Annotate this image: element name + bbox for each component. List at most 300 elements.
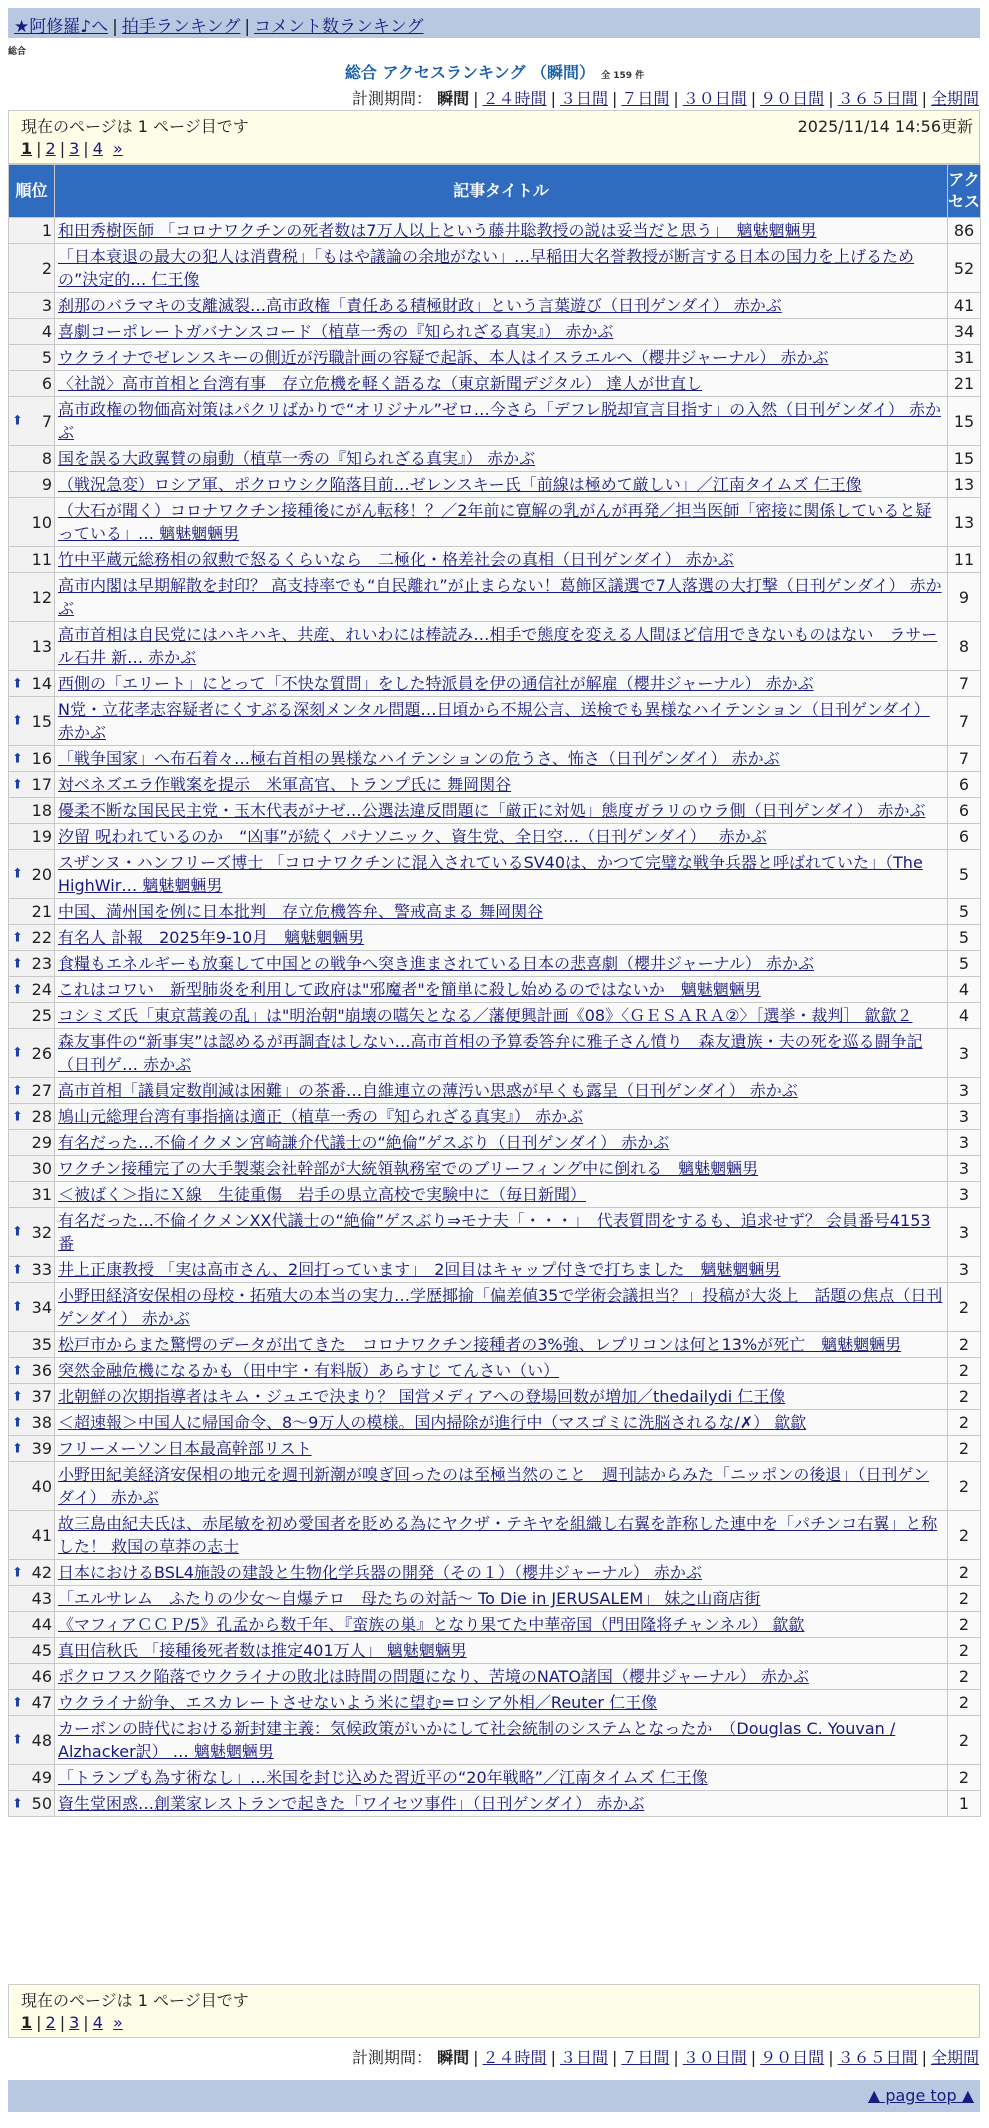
access-count: 3 xyxy=(948,1208,981,1257)
article-title-link[interactable]: 「トランプも為す術なし」…米国を封じ込めた習近平の“20年戦略”／江南タイムズ 仁王像 xyxy=(58,1768,708,1787)
rank-cell xyxy=(9,1436,55,1462)
period-link-90d[interactable]: ９０日間 xyxy=(760,2048,825,2067)
article-title-link[interactable]: ウクライナ紛争、エスカレートさせないよう米に望む=ロシア外相／Reuter 仁王像 xyxy=(58,1693,658,1712)
article-title-link[interactable]: フリーメーソン日本最高幹部リスト xyxy=(58,1439,312,1458)
rank-up-arrow-icon: ⬆ xyxy=(12,1299,23,1315)
rank-up-arrow-icon: ⬆ xyxy=(12,413,23,429)
period-current: 瞬間 xyxy=(437,2048,470,2067)
title-cell xyxy=(55,1560,948,1586)
title-cell xyxy=(55,798,948,824)
rank-cell xyxy=(9,371,55,397)
rank-cell xyxy=(9,1511,55,1560)
access-count: 2 xyxy=(948,1638,981,1664)
access-count: 31 xyxy=(948,345,981,371)
article-title-link[interactable]: これはコワい 新型肺炎を利用して政府は"邪魔者"を簡単に殺し始めるのではないか 魑魅魍魎男 xyxy=(58,980,761,999)
table-row xyxy=(9,1511,981,1560)
table-row xyxy=(9,1182,981,1208)
rank-number: 26 xyxy=(31,1043,52,1063)
access-count: 4 xyxy=(948,977,981,1003)
title-cell xyxy=(55,925,948,951)
page-current: 1 xyxy=(21,139,33,158)
rank-up-arrow-icon: ⬆ xyxy=(12,1732,23,1748)
title-cell xyxy=(55,1791,948,1817)
article-title-link[interactable]: 西側の「エリート」にとって「不快な質問」をした特派員を伊の通信社が解雇（櫻井ジャーナル） 赤かぶ xyxy=(58,674,814,693)
period-link-30d[interactable]: ３０日間 xyxy=(682,89,747,108)
rank-cell xyxy=(9,1612,55,1638)
rank-number: 34 xyxy=(31,1297,52,1317)
access-count: 2 xyxy=(948,1586,981,1612)
rank-number: 36 xyxy=(31,1361,52,1380)
article-title-link[interactable]: 優柔不断な国民民主党・玉木代表がナゼ…公選法違反問題に「厳正に対処」態度ガラリのウラ側（日刊ゲンダイ） 赤かぶ xyxy=(58,801,926,820)
rank-cell xyxy=(9,798,55,824)
title-cell xyxy=(55,472,948,498)
article-title-link[interactable]: 「戦争国家」へ布石着々…極右首相の異様なハイテンションの危うさ、怖さ（日刊ゲンダイ） 赤かぶ xyxy=(58,749,780,768)
table-row xyxy=(9,293,981,319)
table-row xyxy=(9,1078,981,1104)
table-row xyxy=(9,622,981,671)
rank-number: 30 xyxy=(31,1159,52,1178)
current-page-text: 現在のページは 1 ページ目です xyxy=(21,117,249,136)
rank-number: 45 xyxy=(31,1641,52,1660)
rank-up-arrow-icon: ⬆ xyxy=(12,1224,23,1240)
title-cell xyxy=(55,1003,948,1029)
rank-cell xyxy=(9,1257,55,1283)
article-title-link[interactable]: 対ベネズエラ作戦案を提示 米軍高官、トランプ氏に 舞岡関谷 xyxy=(58,775,512,794)
period-link-24h[interactable]: ２４時間 xyxy=(482,2048,547,2067)
table-row xyxy=(9,824,981,850)
table-row xyxy=(9,218,981,244)
title-cell xyxy=(55,1612,948,1638)
page-link-2[interactable]: 2 xyxy=(45,2013,56,2032)
table-row xyxy=(9,1358,981,1384)
title-cell xyxy=(55,1462,948,1511)
rank-up-arrow-icon: ⬆ xyxy=(12,1415,23,1430)
title-cell xyxy=(55,977,948,1003)
access-count: 7 xyxy=(948,697,981,746)
page-link-2[interactable]: 2 xyxy=(45,139,56,158)
article-title-link[interactable]: 北朝鮮の次期指導者はキム・ジュエで決まり？ 国営メディアへの登場回数が増加／thedailydi 仁王像 xyxy=(58,1387,786,1406)
table-row xyxy=(9,850,981,899)
title-cell xyxy=(55,1716,948,1765)
article-title-link[interactable]: 高市首相は自民党にはハキハキ、共産、れいわには棒読み…相手で態度を変える人間ほど信用できないものはない ラサール石井 新… 赤かぶ xyxy=(58,625,938,667)
table-row xyxy=(9,498,981,547)
rank-up-arrow-icon: ⬆ xyxy=(12,1262,23,1277)
article-title-link[interactable]: ポクロフスク陥落でウクライナの敗北は時間の問題になり、苦境のNATO諸国（櫻井ジャーナル） 赤かぶ xyxy=(58,1667,809,1686)
period-link-90d[interactable]: ９０日間 xyxy=(760,89,825,108)
header-rank: 順位 xyxy=(9,165,55,218)
article-title-link[interactable]: （大石が聞く）コロナワクチン接種後にがん転移！？／2年前に寛解の乳がんが再発／担当医師「密接に関係していると疑っている」… 魑魅魍魎男 xyxy=(58,501,932,543)
access-count: 13 xyxy=(948,498,981,547)
access-count: 34 xyxy=(948,319,981,345)
table-row xyxy=(9,1003,981,1029)
access-count: 15 xyxy=(948,397,981,446)
title-cell xyxy=(55,319,948,345)
table-row xyxy=(9,446,981,472)
article-title-link[interactable]: 中国、満州国を例に日本批判 存立危機答弁、警戒高まる 舞岡関谷 xyxy=(58,902,544,921)
access-count: 2 xyxy=(948,1384,981,1410)
rank-number: 24 xyxy=(31,980,52,999)
article-title-link[interactable]: 小野田紀美経済安保相の地元を週刊新潮が嗅ぎ回ったのは至極当然のこと 週刊誌からみた「ニッポンの後退」（日刊ゲンダイ） 赤かぶ xyxy=(58,1465,930,1507)
rank-cell xyxy=(9,671,55,697)
access-count: 2 xyxy=(948,1462,981,1511)
title-cell xyxy=(55,1511,948,1560)
page-link-4[interactable]: 4 xyxy=(92,2013,103,2032)
title-cell xyxy=(55,1156,948,1182)
table-row xyxy=(9,244,981,293)
title-cell xyxy=(55,244,948,293)
access-count: 6 xyxy=(948,772,981,798)
page-link-3[interactable]: 3 xyxy=(69,139,80,158)
table-row xyxy=(9,746,981,772)
access-count: 3 xyxy=(948,1029,981,1078)
access-count: 7 xyxy=(948,671,981,697)
article-title-link[interactable]: ワクチン接種完了の大手製薬会社幹部が大統領執務室でのブリーフィング中に倒れる 魑魅魍魎男 xyxy=(58,1159,759,1178)
article-title-link[interactable]: 井上正康教授 「実は高市さん、2回打っています」 2回目はキャップ付きで打ちました 魑魅魍魎男 xyxy=(58,1260,781,1279)
page-next[interactable]: » xyxy=(113,139,123,158)
rank-cell xyxy=(9,1130,55,1156)
table-row xyxy=(9,1664,981,1690)
period-link-365d[interactable]: ３６５日間 xyxy=(837,2048,918,2067)
article-title-link[interactable]: 竹中平蔵元総務相の叙勲で怒るくらいなら 二極化・格差社会の真相（日刊ゲンダイ） 赤かぶ xyxy=(58,550,734,569)
table-row xyxy=(9,1462,981,1511)
article-title-link[interactable]: 「エルサレム ふたりの少女～自爆テロ 母たちの対話～ To Die in JERUSALEM」 妹之山商店街 xyxy=(58,1589,761,1608)
rank-number: 22 xyxy=(31,928,52,947)
rank-up-arrow-icon: ⬆ xyxy=(12,930,23,945)
article-title-link[interactable]: 高市首相「議員定数削減は困難」の茶番…自維連立の薄汚い思惑が早くも露呈（日刊ゲンダイ） 赤かぶ xyxy=(58,1081,798,1100)
article-title-link[interactable]: 真田信秋氏 「接種後死者数は推定401万人」 魑魅魍魎男 xyxy=(58,1641,467,1660)
period-link-24h[interactable]: ２４時間 xyxy=(482,89,547,108)
period-current: 瞬間 xyxy=(437,89,470,108)
rank-cell xyxy=(9,746,55,772)
rank-cell xyxy=(9,1283,55,1332)
access-count: 5 xyxy=(948,951,981,977)
rank-up-arrow-icon: ⬆ xyxy=(12,1363,23,1378)
title-cell xyxy=(55,1208,948,1257)
rank-cell xyxy=(9,1003,55,1029)
rank-number: 21 xyxy=(31,902,52,921)
table-row xyxy=(9,1638,981,1664)
rank-number: 35 xyxy=(31,1335,52,1354)
rank-cell xyxy=(9,1078,55,1104)
article-title-link[interactable]: 高市政権の物価高対策はパクリばかりで“オリジナル”ゼロ…今さら「デフレ脱却宣言目指す」の入然（日刊ゲンダイ） 赤かぶ xyxy=(58,400,941,442)
ranking-title: 総合 アクセスランキング （瞬間） xyxy=(344,63,596,82)
rank-number: 3 xyxy=(41,296,52,315)
period-link-30d[interactable]: ３０日間 xyxy=(682,2048,747,2067)
rank-number: 42 xyxy=(31,1563,52,1582)
title-cell xyxy=(55,1332,948,1358)
title-cell xyxy=(55,1410,948,1436)
title-cell xyxy=(55,293,948,319)
title-cell xyxy=(55,772,948,798)
article-title-link[interactable]: 有名だった…不倫イクメンXX代議士の“絶倫”ゲスぶり⇒モナ夫「・・・」 代表質問をするも、追求せず？ 会員番号4153番 xyxy=(58,1211,931,1253)
title-cell xyxy=(55,1358,948,1384)
rank-number: 20 xyxy=(31,864,52,884)
access-count: 5 xyxy=(948,850,981,899)
title-cell xyxy=(55,1257,948,1283)
page-info-top xyxy=(8,110,980,164)
period-link-all[interactable]: 全期間 xyxy=(930,2048,979,2067)
rank-cell xyxy=(9,218,55,244)
article-title-link[interactable]: 《マフィアＣＣＰ/5》孔孟から数千年、『蛮族の巣』となり果てた中華帝国（門田隆将チャンネル） 歙歙 xyxy=(58,1615,805,1634)
rank-number: 40 xyxy=(31,1476,52,1496)
title-cell xyxy=(55,397,948,446)
rank-cell xyxy=(9,1208,55,1257)
rank-number: 38 xyxy=(31,1413,52,1432)
article-title-link[interactable]: ＜超速報＞中国人に帰国命令、8～9万人の模様。国内掃除が進行中（マスゴミに洗脳されるな/✗） 歙歙 xyxy=(58,1413,807,1432)
access-count: 3 xyxy=(948,1156,981,1182)
rank-cell xyxy=(9,697,55,746)
page-title xyxy=(0,60,989,83)
table-header-row xyxy=(9,165,981,218)
rank-number: 49 xyxy=(31,1768,52,1787)
rank-number: 32 xyxy=(31,1222,52,1242)
rank-number: 16 xyxy=(31,749,52,768)
article-title-link[interactable]: 有名人 訃報 2025年9-10月 魑魅魍魎男 xyxy=(58,928,365,947)
page-top-link[interactable]: ▲ page top ▲ xyxy=(867,2086,974,2105)
rank-number: 46 xyxy=(31,1667,52,1686)
title-cell xyxy=(55,850,948,899)
article-title-link[interactable]: ウクライナでゼレンスキーの側近が汚職計画の容疑で起訴、本人はイスラエルへ（櫻井ジャーナル） 赤かぶ xyxy=(58,348,829,367)
table-row xyxy=(9,1283,981,1332)
table-row xyxy=(9,671,981,697)
article-title-link[interactable]: 小野田経済安保相の母校・拓殖大の本当の実力…学歴揶揄「偏差値35で学術会議担当？」投稿が大炎上 話題の焦点（日刊ゲンダイ） 赤かぶ xyxy=(58,1286,943,1328)
period-selector-top: 計測期間： 瞬間 | ２４時間 | ３日間 | ７日間 | ３０日間 | ９０日間 | ３６５日間 | 全期間 xyxy=(352,89,979,108)
table-row xyxy=(9,397,981,446)
access-count: 3 xyxy=(948,1078,981,1104)
article-title-link[interactable]: 喜劇コーポレートガバナンスコード（植草一秀の『知られざる真実』） 赤かぶ xyxy=(58,322,614,341)
page-current: 1 xyxy=(21,2013,33,2032)
access-count: 2 xyxy=(948,1690,981,1716)
article-title-link[interactable]: 日本におけるBSL4施設の建設と生物化学兵器の開発（その１）（櫻井ジャーナル） 赤かぶ xyxy=(58,1563,702,1582)
title-cell xyxy=(55,547,948,573)
table-row xyxy=(9,925,981,951)
period-link-all[interactable]: 全期間 xyxy=(930,89,979,108)
table-row xyxy=(9,1410,981,1436)
article-title-link[interactable]: コシミズ氏「東京蒿義の乱」は"明治朝"崩壊の嚆矢となる／藩便興計画《08》〈ＧＥＳＡＲＡ②〉［選挙・裁判］ 歙歙２ xyxy=(58,1006,913,1025)
title-cell xyxy=(55,1436,948,1462)
rank-up-arrow-icon: ⬆ xyxy=(12,1565,23,1580)
table-row xyxy=(9,1257,981,1283)
page-info-bottom xyxy=(8,1984,980,2038)
title-cell xyxy=(55,1690,948,1716)
period-link-3d[interactable]: ３日間 xyxy=(559,89,608,108)
rank-number: 43 xyxy=(31,1589,52,1608)
table-row xyxy=(9,899,981,925)
rank-number: 33 xyxy=(31,1260,52,1279)
table-row xyxy=(9,1612,981,1638)
rank-number: 39 xyxy=(31,1439,52,1458)
title-cell xyxy=(55,1182,948,1208)
access-count: 6 xyxy=(948,798,981,824)
rank-number: 31 xyxy=(31,1185,52,1204)
rank-number: 13 xyxy=(31,636,52,656)
rank-number: 9 xyxy=(41,475,52,494)
rank-cell xyxy=(9,573,55,622)
table-row xyxy=(9,1560,981,1586)
current-page-text: 現在のページは 1 ページ目です xyxy=(21,1991,249,2010)
access-count: 2 xyxy=(948,1560,981,1586)
article-title-link[interactable]: 突然金融危機になるかも（田中宇・有料版）あらすじ てんさい（い） xyxy=(58,1361,560,1380)
table-row xyxy=(9,697,981,746)
period-link-7d[interactable]: ７日間 xyxy=(621,89,670,108)
rank-cell xyxy=(9,1664,55,1690)
article-title-link[interactable]: （戦況急変）ロシア軍、ポクロウシク陥落目前…ゼレンスキー氏「前線は極めて厳しい」／江南タイムズ 仁王像 xyxy=(58,475,862,494)
period-link-365d[interactable]: ３６５日間 xyxy=(837,89,918,108)
home-link[interactable]: ★阿修羅♪へ xyxy=(14,17,109,37)
rank-up-arrow-icon: ⬆ xyxy=(12,751,23,766)
access-count: 3 xyxy=(948,1182,981,1208)
title-cell xyxy=(55,371,948,397)
article-title-link[interactable]: 刹那のバラマキの支離滅裂…高市政権「責任ある積極財政」という言葉遊び（日刊ゲンダイ） 赤かぶ xyxy=(58,296,782,315)
title-cell xyxy=(55,446,948,472)
access-count: 1 xyxy=(948,1791,981,1817)
article-title-link[interactable]: 食糧もエネルギーも放棄して中国との戦争へ突き進まされている日本の悲喜劇（櫻井ジャーナル） 赤かぶ xyxy=(58,954,814,973)
rank-number: 48 xyxy=(31,1730,52,1750)
access-count: 3 xyxy=(948,1257,981,1283)
rank-number: 4 xyxy=(41,322,52,341)
rank-number: 10 xyxy=(31,512,52,532)
article-title-link[interactable]: 鳩山元総理台湾有事指摘は適正（植草一秀の『知られざる真実』） 赤かぶ xyxy=(58,1107,584,1126)
ranking-table xyxy=(8,164,981,1817)
period-link-3d[interactable]: ３日間 xyxy=(559,2048,608,2067)
article-title-link[interactable]: カーボンの時代における新封建主義：気候政策がいかにして社会統制のシステムとなったか （Douglas C. Youvan / Alzhacker訳） … 魑魅魍魎男 xyxy=(58,1719,896,1761)
access-count: 41 xyxy=(948,293,981,319)
article-title-link[interactable]: 高市内閣は早期解散を封印？ 高支持率でも“自民離れ”が止まらない！葛飾区議選で7人落選の大打撃（日刊ゲンダイ） 赤かぶ xyxy=(58,576,942,618)
rank-up-arrow-icon: ⬆ xyxy=(12,1695,23,1710)
rank-number: 19 xyxy=(31,827,52,846)
table-row xyxy=(9,772,981,798)
rank-up-arrow-icon: ⬆ xyxy=(12,866,23,882)
title-cell xyxy=(55,697,948,746)
rank-number: 17 xyxy=(31,775,52,794)
rank-cell xyxy=(9,951,55,977)
article-title-link[interactable]: ＜被ばく＞指にＸ線 生徒重傷 岩手の県立高校で実験中に（毎日新聞） xyxy=(58,1185,587,1204)
article-title-link[interactable]: 森友事件の“新事実”は認めるが再調査はしない…高市首相の予算委答弁に雅子さん憤り 森友遺族・夫の死を巡る闘争記（日刊ゲ… 赤かぶ xyxy=(58,1032,923,1074)
rank-number: 37 xyxy=(31,1387,52,1406)
article-title-link[interactable]: 汐留 呪われているのか “凶事”が続く パナソニック、資生党、全日空…（日刊ゲンダイ） 赤かぶ xyxy=(58,827,767,846)
page-link-4[interactable]: 4 xyxy=(92,139,103,158)
rank-number: 7 xyxy=(41,411,52,431)
rank-cell xyxy=(9,1638,55,1664)
rank-up-arrow-icon: ⬆ xyxy=(12,1441,23,1456)
rank-number: 47 xyxy=(31,1693,52,1712)
page-link-3[interactable]: 3 xyxy=(69,2013,80,2032)
rank-cell xyxy=(9,1586,55,1612)
table-body xyxy=(9,218,981,1817)
title-cell xyxy=(55,1638,948,1664)
table-row xyxy=(9,951,981,977)
access-count: 2 xyxy=(948,1332,981,1358)
table-row xyxy=(9,1690,981,1716)
access-count: 7 xyxy=(948,746,981,772)
article-title-link[interactable]: 有名だった…不倫イクメン宮崎謙介代議士の“絶倫”ゲスぶり（日刊ゲンダイ） 赤かぶ xyxy=(58,1133,670,1152)
table-row xyxy=(9,345,981,371)
title-cell xyxy=(55,1283,948,1332)
rank-cell xyxy=(9,345,55,371)
table-row xyxy=(9,547,981,573)
rank-number: 44 xyxy=(31,1615,52,1634)
title-cell xyxy=(55,951,948,977)
title-cell xyxy=(55,218,948,244)
rank-cell xyxy=(9,1690,55,1716)
page-next[interactable]: » xyxy=(113,2013,123,2032)
title-cell xyxy=(55,671,948,697)
header-title: 記事タイトル xyxy=(55,165,948,218)
rank-number: 1 xyxy=(41,221,52,240)
access-count: 11 xyxy=(948,547,981,573)
table-row xyxy=(9,1716,981,1765)
rank-cell xyxy=(9,498,55,547)
period-label: 計測期間： xyxy=(352,89,433,108)
title-cell xyxy=(55,1586,948,1612)
title-cell xyxy=(55,746,948,772)
title-cell xyxy=(55,1664,948,1690)
access-count: 21 xyxy=(948,371,981,397)
applause-ranking-link[interactable]: 拍手ランキング xyxy=(121,17,241,37)
title-cell xyxy=(55,622,948,671)
article-title-link[interactable]: 〈社説〉高市首相と台湾有事 存立危機を軽く語るな（東京新聞デジタル） 達人が世直し xyxy=(58,374,703,393)
rank-number: 8 xyxy=(41,449,52,468)
rank-up-arrow-icon: ⬆ xyxy=(12,1796,23,1811)
rank-cell xyxy=(9,925,55,951)
rank-cell xyxy=(9,1182,55,1208)
rank-cell xyxy=(9,1765,55,1791)
access-count: 2 xyxy=(948,1664,981,1690)
pagination-bottom: 1 | 2 | 3 | 4 » xyxy=(21,2013,123,2032)
rank-cell xyxy=(9,899,55,925)
article-title-link[interactable]: 松戸市からまた驚愕のデータが出てきた コロナワクチン接種者の3%強、レプリコンは何と13%が死亡 魑魅魍魎男 xyxy=(58,1335,902,1354)
title-cell xyxy=(55,824,948,850)
rank-cell xyxy=(9,824,55,850)
category-label: 総合 xyxy=(8,47,27,57)
rank-number: 11 xyxy=(31,550,52,569)
article-title-link[interactable]: スザンヌ・ハンフリーズ博士 「コロナワクチンに混入されているSV40は、かつて完璧な戦争兵器と呼ばれていた」（The HighWir… 魑魅魍魎男 xyxy=(58,853,923,895)
article-title-link[interactable]: 和田秀樹医師 「コロナワクチンの死者数は7万人以上という藤井聡教授の説は妥当だと思う」 魑魅魍魎男 xyxy=(58,221,817,240)
article-title-link[interactable]: 資生堂困惑…創業家レストランで起きた「ワイセツ事件」（日刊ゲンダイ） 赤かぶ xyxy=(58,1794,645,1813)
comment-ranking-link[interactable]: コメント数ランキング xyxy=(254,17,424,37)
table-row xyxy=(9,1130,981,1156)
access-count: 13 xyxy=(948,472,981,498)
access-count: 5 xyxy=(948,925,981,951)
rank-number: 25 xyxy=(31,1006,52,1025)
period-link-7d[interactable]: ７日間 xyxy=(621,2048,670,2067)
table-row xyxy=(9,472,981,498)
table-row xyxy=(9,573,981,622)
access-count: 2 xyxy=(948,1612,981,1638)
rank-number: 5 xyxy=(41,348,52,367)
title-cell xyxy=(55,498,948,547)
period-selector-bottom: 計測期間： 瞬間 | ２４時間 | ３日間 | ７日間 | ３０日間 | ９０日間 | ３６５日間 | 全期間 xyxy=(352,2048,979,2067)
rank-cell xyxy=(9,1384,55,1410)
rank-cell xyxy=(9,850,55,899)
article-title-link[interactable]: 国を誤る大政翼賛の扇動（植草一秀の『知られざる真実』） 赤かぶ xyxy=(58,449,536,468)
article-title-link[interactable]: 「日本衰退の最大の犯人は消費税」「もはや議論の余地がない」…早稲田大名誉教授が断言する日本の国力を上げるための”決定的… 仁王像 xyxy=(58,247,915,289)
access-count: 8 xyxy=(948,622,981,671)
total-count: 全 159 件 xyxy=(601,71,645,81)
rank-up-arrow-icon: ⬆ xyxy=(12,713,23,729)
header-access: アクセス xyxy=(948,165,981,218)
title-cell xyxy=(55,1078,948,1104)
rank-number: 6 xyxy=(41,374,52,393)
title-cell xyxy=(55,1384,948,1410)
access-count: 2 xyxy=(948,1511,981,1560)
access-count: 3 xyxy=(948,1104,981,1130)
table-row xyxy=(9,1029,981,1078)
article-title-link[interactable]: N党・立花孝志容疑者にくすぶる深刻メンタル問題…日頃から不規公言、送検でも異様なハイテンション（日刊ゲンダイ） 赤かぶ xyxy=(58,700,930,742)
table-row xyxy=(9,1384,981,1410)
article-title-link[interactable]: 故三島由紀夫氏は、赤尾敏を初め愛国者を貶める為にヤクザ・テキヤを組織し右翼を詐称した連中を「パチンコ右翼」と称した！ 救国の草莽の志士 xyxy=(58,1514,938,1556)
rank-up-arrow-icon: ⬆ xyxy=(12,1045,23,1061)
